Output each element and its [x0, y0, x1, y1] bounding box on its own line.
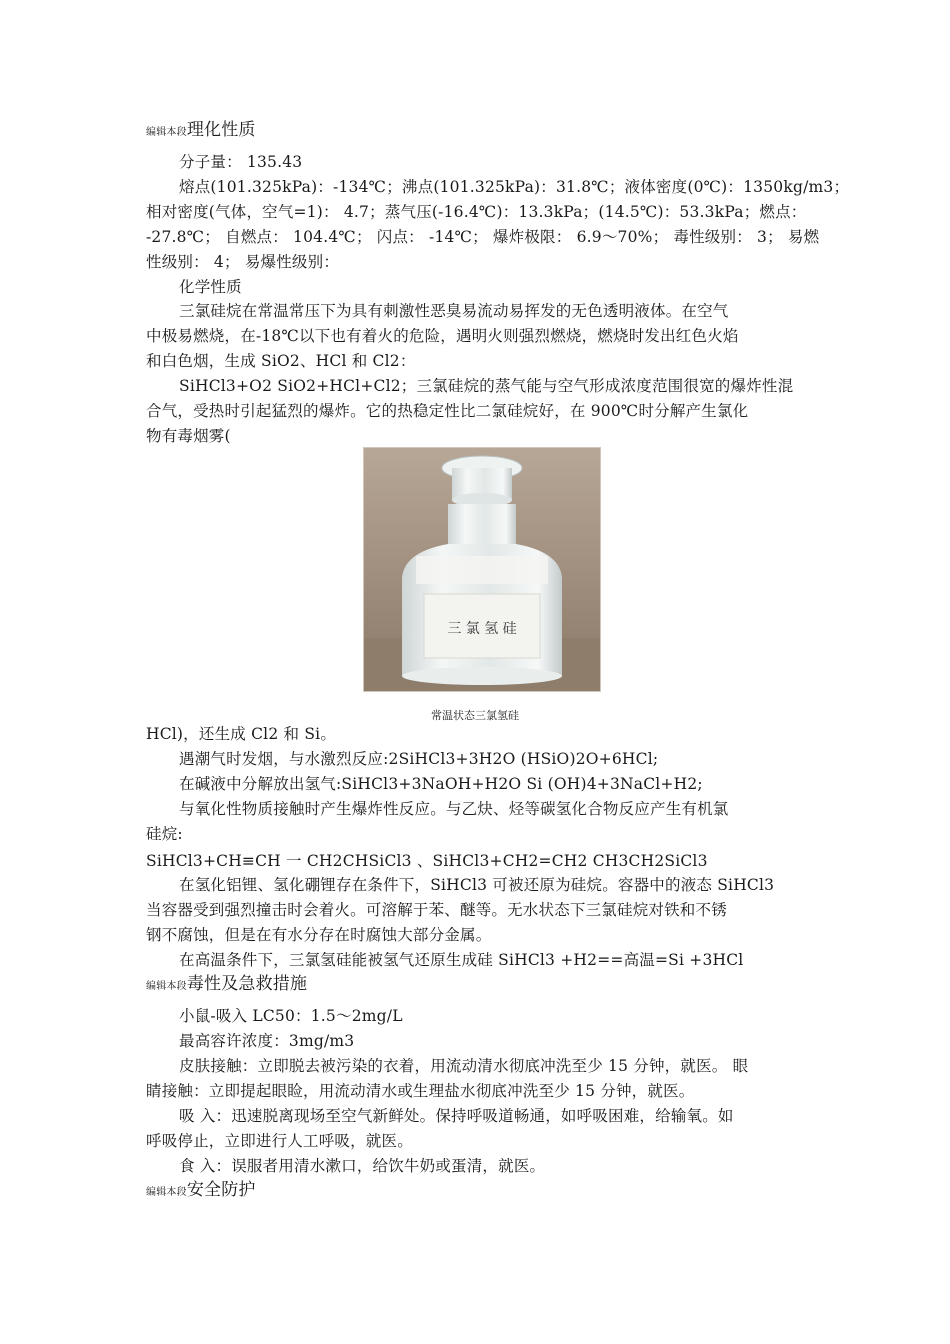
subheading: 化学性质 [179, 278, 242, 296]
text-line: 在碱液中分解放出氢气:SiHCl3+3NaOH+H2O Si (OH)4+3NaCl+H2; [179, 775, 703, 793]
section-heading [146, 972, 307, 999]
text-line: 在氢化铝锂、氢化硼锂存在条件下，SiHCl3 可被还原为硅烷。容器中的液态 SiHCl3 [179, 876, 775, 894]
text-line: 小鼠-吸入 LC50：1.5～2mg/L [179, 1007, 403, 1025]
text-line: 遇潮气时发烟，与水激烈反应:2SiHCl3+3H2O (HSiO)2O+6HCl; [179, 750, 659, 768]
text-line: -27.8℃； 自燃点： 104.4℃； 闪点： -14℃； 爆炸极限： 6.9～70%； 毒性级别： 3； 易燃 [146, 228, 820, 246]
text-line: 三氯硅烷在常温常压下为具有刺激性恶臭易流动易挥发的无色透明液体。在空气 [179, 302, 729, 320]
text-line: 在高温条件下，三氯氢硅能被氢气还原生成硅 SiHCl3 +H2==高温=Si +3HCl [179, 951, 744, 969]
section-tag: 编辑本段 [146, 127, 187, 138]
bottle-illustration [364, 448, 600, 691]
section-title: 安全防护 [186, 1180, 256, 1200]
text-line: 中极易燃烧，在-18℃以下也有着火的危险，遇明火则强烈燃烧，燃烧时发出红色火焰 [146, 327, 739, 345]
text-line: 食 入：误服者用清水漱口，给饮牛奶或蛋清，就医。 [179, 1157, 546, 1175]
section-tag: 编辑本段 [146, 1187, 187, 1198]
text-line: 合气，受热时引起猛烈的爆炸。它的热稳定性比二氯硅烷好，在 900℃时分解产生氯化 [146, 402, 749, 420]
text-line: 呼吸停止，立即进行人工呼吸，就医。 [146, 1132, 413, 1150]
text-line: HCl)，还生成 Cl2 和 Si。 [146, 725, 337, 743]
text-line: SiHCl3+O2 SiO2+HCl+Cl2；三氯硅烷的蒸气能与空气形成浓度范围很宽的爆炸性混 [179, 377, 794, 395]
bottle-label-text: 三 氯 氢 硅 [447, 621, 517, 637]
text-line: 当容器受到强烈撞击时会着火。可溶解于苯、醚等。无水状态下三氯硅烷对铁和不锈 [146, 901, 727, 919]
text-line: 和白色烟，生成 SiO2、HCl 和 Cl2： [146, 352, 416, 370]
section-heading [146, 118, 256, 145]
figure-caption: 常温状态三氯氢硅 [431, 709, 519, 722]
text-line: 分子量： 135.43 [179, 153, 303, 171]
section-title: 理化性质 [186, 120, 256, 140]
section-heading [146, 1178, 256, 1205]
section-tag: 编辑本段 [146, 981, 187, 992]
text-line: 与氧化性物质接触时产生爆炸性反应。与乙炔、烃等碳氢化合物反应产生有机氯 [179, 800, 729, 818]
text-line: 最高容许浓度：3mg/m3 [179, 1032, 355, 1050]
text-line: 硅烷: [146, 825, 183, 843]
text-line: 钢不腐蚀，但是在有水分存在时腐蚀大部分金属。 [146, 926, 492, 944]
text-line: 皮肤接触：立即脱去被污染的衣着，用流动清水彻底冲洗至少 15 分钟，就医。 眼 [179, 1057, 749, 1075]
text-line: 吸 入：迅速脱离现场至空气新鲜处。保持呼吸道畅通，如呼吸困难，给输氧。如 [179, 1107, 734, 1125]
section-title: 毒性及急救措施 [186, 974, 308, 994]
text-line: 熔点(101.325kPa)：-134℃；沸点(101.325kPa)：31.8℃；液体密度(0℃)：1350kg/m3； [179, 178, 850, 196]
text-line: 性级别： 4； 易爆性级别： [146, 253, 340, 271]
text-line: SiHCl3+CH≡CH 一 CH2CHSiCl3 、SiHCl3+CH2=CH2 CH3CH2SiCl3 [146, 852, 708, 870]
bottle-photo [363, 447, 601, 692]
text-line: 物有毒烟雾( [146, 427, 231, 445]
text-line: 相对密度(气体，空气=1)： 4.7；蒸气压(-16.4℃)：13.3kPa；(14.5℃)：53.3kPa；燃点： [146, 203, 807, 221]
text-line: 睛接触：立即提起眼睑，用流动清水或生理盐水彻底冲洗至少 15 分钟，就医。 [146, 1082, 695, 1100]
